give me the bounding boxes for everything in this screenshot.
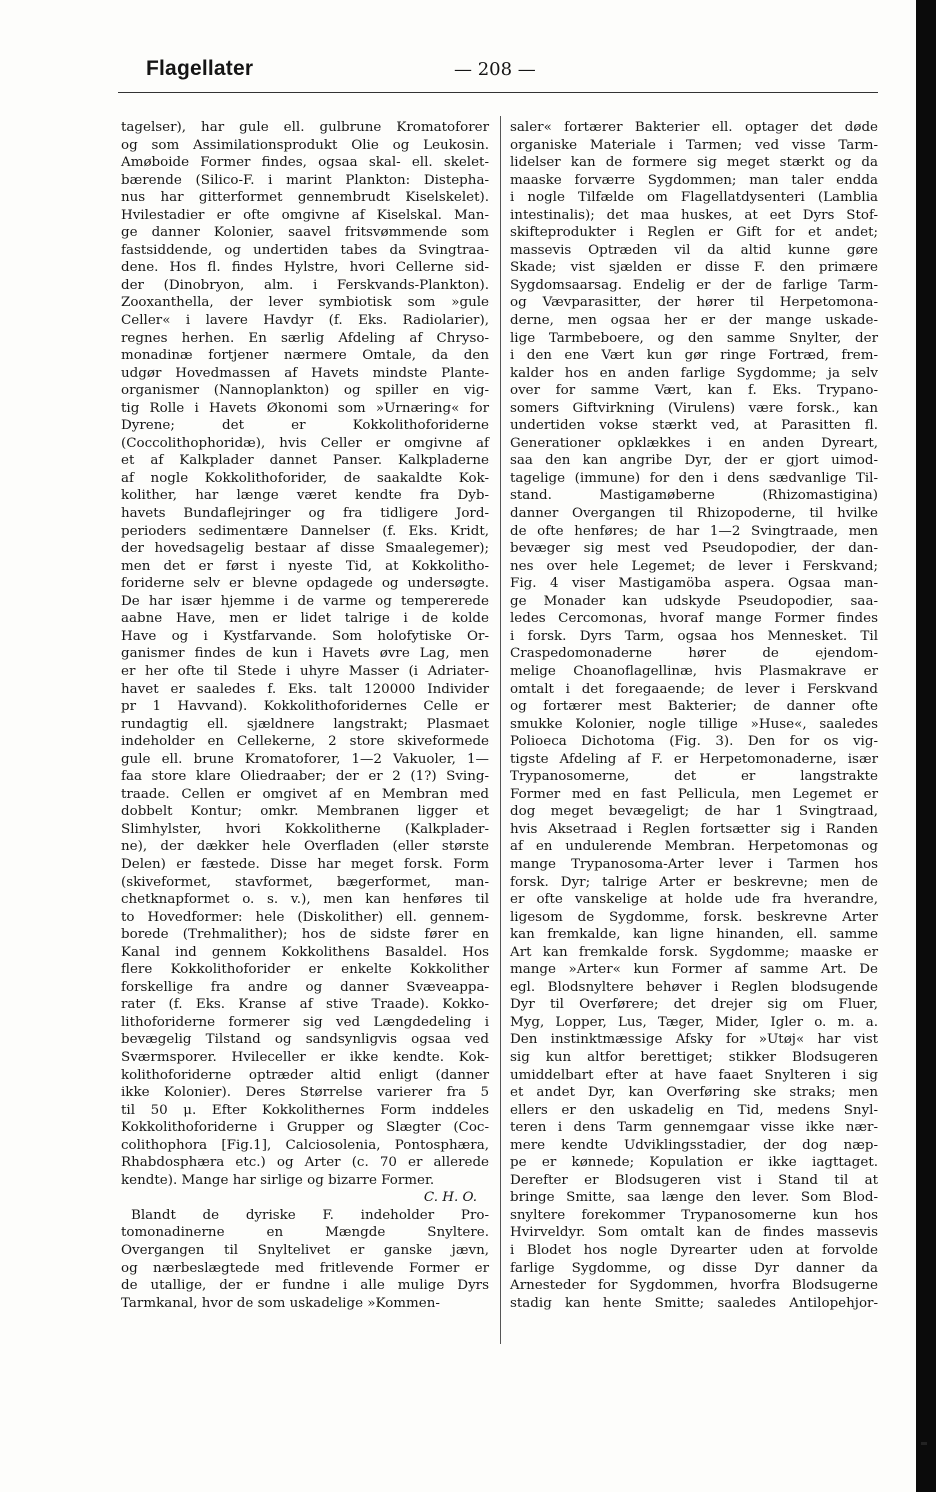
text-line: Kokkolithoforiderne i Grupper og Slægter (Coc- (121, 1120, 489, 1136)
text-line: Derefter er Blodsugeren vist i Stand til at (510, 1172, 878, 1188)
text-line: traade. Cellen er omgivet af en Membran med (121, 786, 489, 802)
text-line: og nærbeslægtede med fritlevende Former er (121, 1260, 489, 1276)
text-line: Sygdomsaarsag. Endelig er der de farlige Tarm- (510, 277, 878, 293)
text-line: Generationer opklækkes i en anden Dyreart, (510, 435, 878, 451)
text-line: af en undulerende Membran. Herpetomonas og (510, 839, 878, 855)
text-line: Delen) er fæstede. Disse har meget forsk. Form (121, 856, 489, 872)
text-line: somers Giftvirkning (Virulens) være forsk., kan (510, 400, 878, 416)
text-line: er her ofte til Stede i uhyre Masser (i Adriater- (121, 663, 489, 679)
text-line: ge danner Kolonier, saavel fritsvømmende som (121, 225, 489, 241)
text-line: kolithoforiderne optræder altid enligt (danner (121, 1067, 489, 1083)
text-line: pe er kønnede; Kopulation er ikke iagttaget. (510, 1155, 878, 1171)
text-line: mange Trypanosoma-Arter lever i Tarmen hos (510, 856, 878, 872)
text-line: melige Choanoflagellinæ, hvis Plasmakrave er (510, 663, 878, 679)
text-line: kendte). Mange har sirlige og bizarre Former. (121, 1172, 435, 1188)
text-line: i nogle Tilfælde om Flagellatdysenteri (Lamblia (510, 190, 878, 206)
text-line: og som Assimilationsprodukt Olie og Leukosin. (121, 137, 489, 153)
text-line: De har især hjemme i de varme og tempererede (121, 593, 489, 609)
text-line: saa den kan angribe Dyr, der er gjort uimod- (510, 453, 878, 469)
text-line: Former med en fast Pellicula, men Legemet er (510, 786, 878, 802)
text-line: rater (f. Eks. Kranse af stive Traade). Kokko- (121, 997, 489, 1013)
text-line: ge Monader kan udskyde Pseudopodier, saa- (510, 593, 878, 609)
text-line: udgør Hovedmassen af Havets mindste Plante- (121, 365, 489, 381)
text-line: Overgangen til Snyltelivet er ganske jævn, (121, 1243, 489, 1258)
text-line: organiske Materiale i Tarmen; ved visse Tarm- (510, 137, 878, 153)
text-line: stand. Mastigamøberne (Rhizomastigina) (510, 488, 878, 504)
text-line: lithoforiderne formerer sig ved Længdedeling i (121, 1014, 489, 1030)
text-line: Sværmsporer. Hvileceller er ikke kendte. Kok- (121, 1049, 489, 1065)
text-line: sig kun altfor berettiget; stikker Blodsugeren (510, 1049, 878, 1065)
text-line: nus har gitterformet gennembrudt Kiselskelet). (121, 190, 489, 206)
text-line: Dyr til Overførere; det drejer sig om Fluer, (510, 997, 878, 1013)
text-line: (Coccolithophoridæ), hvis Celler er omgivne af (121, 435, 489, 451)
text-line: Skade; vist sjælden er disse F. den primære (510, 260, 878, 276)
text-line: havet er saaledes f. Eks. talt 120000 Individer (121, 681, 489, 697)
text-line: ellers er den uskadelig en Tid, medens Snyl- (510, 1102, 878, 1118)
text-line: et andet Dyr, kan Overføring ske straks; men (510, 1085, 878, 1101)
text-line: Hvirveldyr. Som omtalt kan de findes massevis (510, 1225, 878, 1241)
text-line: er ofte vanskelige at holde ude fra hverandre, (510, 892, 878, 908)
text-line: Celler« i lavere Havdyr (f. Eks. Radiolarier), (121, 313, 489, 329)
text-line: umiddelbart efter at have faaet Snylteren i sig (510, 1067, 878, 1083)
text-line: Slimhylster, hvori Kokkolitherne (Kalkplader- (121, 821, 489, 837)
text-line: gule ell. brune Kromatoforer, 1—2 Vakuoler, 1— (121, 751, 489, 767)
text-line: Trypanosomerne, det er langstrakte (510, 769, 878, 785)
text-line: Kanal ind gennem Kokkolithens Basaldel. Hos (121, 944, 489, 960)
text-line: aabne Have, men er lidet talrige i de kolde (121, 611, 489, 627)
text-line: perioders sedimentære Dannelser (f. Eks. Kridt, (121, 523, 489, 539)
text-line: og fortærer mest Bakterier; de danner ofte (510, 699, 878, 715)
header-rule (118, 92, 878, 93)
text-line: tagelser), har gule ell. gulbrune Kromatoforer (121, 120, 489, 135)
right-text-column (510, 119, 878, 1312)
text-line: Craspedomonaderne hører de ejendom- (510, 646, 878, 662)
text-line: der (Dinobryon, alm. i Ferskvands-Plankton). (121, 277, 489, 293)
text-line: snyltere forekommer Trypanosomerne kun hos (510, 1207, 878, 1223)
text-line: forskellige fra andre og danner Svæveappa- (121, 979, 489, 995)
text-line: et af Kalkplader dannet Panser. Kalkpladerne (121, 453, 489, 469)
text-line: kan fremkalde, kan ligne hinanden, ell. samme (510, 927, 878, 943)
text-line: egl. Blodsnyltere behøver i Reglen blodsugende (510, 979, 878, 995)
text-line: i forsk. Dyrs Tarm, ogsaa hos Mennesket. Til (510, 628, 878, 644)
text-line: kolither, har længe været kendte fra Dyb- (121, 488, 489, 504)
margin-mark (921, 1442, 927, 1445)
page-number: — 208 — (454, 59, 536, 80)
text-line: ne), der dækker hele Overfladen (eller største (121, 839, 489, 855)
scan-edge-border (916, 0, 936, 1492)
text-line: til 50 μ. Efter Kokkolithernes Form inddeles (121, 1102, 489, 1118)
text-line: havets Bundaflejringer og fra tidligere Jord- (121, 506, 489, 522)
text-line: intestinalis); det maa huskes, at eet Dyrs Stof- (510, 207, 878, 223)
text-line: (skiveformet, stavformet, bægerformet, man- (121, 874, 489, 890)
text-line: tig Rolle i Havets Økonomi som »Urnæring« for (121, 400, 489, 416)
text-line: smukke Kolonier, nogle tillige »Huse«, saaledes (510, 716, 878, 732)
text-line: i den ene Vært kun gør ringe Fortræd, frem- (510, 348, 878, 364)
text-line: mere kendte Udviklingsstadier, der dog næp- (510, 1137, 878, 1153)
text-line: de ofte henføres; de har 1—2 Svingtraade, men (510, 523, 878, 539)
text-line: faa store klare Oliedraaber; der er 2 (1?) Sving- (121, 769, 489, 785)
page-header (146, 57, 878, 87)
text-line: kalder hos en anden farlige Sygdomme; ja selv (510, 365, 878, 381)
text-line: monadinæ fortjener nærmere Omtale, da den (121, 348, 489, 364)
text-line: Hvilestadier er ofte omgivne af Kiselskal. Man- (121, 207, 489, 223)
text-line: Polioeca Dichotoma (Fig. 3). Den for os vig- (510, 734, 878, 750)
text-line: dog meget bevægeligt; de har 1 Svingtraad, (510, 804, 878, 820)
text-line: Zooxanthella, der lever symbiotisk som »gule (121, 295, 489, 311)
text-line: skifteprodukter i Reglen er Gift for et andet; (510, 225, 878, 241)
text-line: bærende (Silico-F. i marint Plankton: Distepha- (121, 172, 489, 188)
text-line: colithophora [Fig.1], Calciosolenia, Pontosphæra, (121, 1137, 489, 1153)
text-line: to Hovedformer: hele (Diskolither) ell. gennem- (121, 909, 489, 925)
text-line: ledes Cercomonas, hvoraf mange Former findes (510, 611, 878, 627)
text-line: bevæger sig mest ved Pseudopodier, der dan- (510, 541, 878, 557)
text-line: over for samme Vært, kan f. Eks. Trypano- (510, 383, 878, 399)
text-line: derne, men ogsaa her er der mange uskade- (510, 313, 878, 329)
text-line: indeholder en Cellekerne, 2 store skiveformede (121, 734, 489, 750)
text-line: undertiden vokse stærkt ved, at Parasitten fl. (510, 418, 878, 434)
text-line: massevis Optræden vil da altid kunne gøre (510, 242, 878, 258)
text-line: tomonadinerne en Mængde Snyltere. (121, 1225, 489, 1241)
text-line: dobbelt Kontur; omkr. Membranen ligger et (121, 804, 489, 820)
text-line: de utallige, der er fundne i alle mulige Dyrs (121, 1278, 489, 1294)
text-line: stadig kan hente Smitte; saaledes Antilopehjor- (510, 1295, 878, 1311)
text-line: rundagtig ell. sjældnere langstrakt; Plasmaet (121, 716, 489, 732)
text-line: organismer (Nannoplankton) og spiller en vig- (121, 383, 489, 399)
text-line: af nogle Kokkolithoforider, de saakaldte Kok- (121, 470, 489, 486)
text-line: Arnesteder for Sygdommen, hvorfra Blodsugerne (510, 1278, 878, 1294)
text-line: mange »Arter« kun Former af samme Art. De (510, 962, 878, 978)
text-line: Myg, Lopper, Lus, Tæger, Mider, Igler o. m. a. (510, 1014, 878, 1030)
text-line: Den instinktmæssige Afsky for »Utøj« har vist (510, 1032, 878, 1048)
text-line: Amøboide Former findes, ogsaa skal- ell. skelet- (121, 155, 489, 171)
text-line: bringe Smitte, saa længe den lever. Som Blod- (510, 1190, 878, 1206)
text-line: flere Kokkolithoforider er enkelte Kokkolither (121, 962, 489, 978)
text-line: bevægelig Tilstand og sandsynligvis ogsaa ved (121, 1032, 489, 1048)
text-line: borede (Trehmalither); hos de sidste fører en (121, 927, 489, 943)
text-line: fastsiddende, og undertiden tabes da Svingtraa- (121, 242, 489, 258)
text-line: ikke Kolonier). Deres Størrelse varierer fra 5 (121, 1085, 489, 1101)
text-line: og Vævparasitter, der hører til Herpetomona- (510, 295, 878, 311)
text-line: lidelser kan de formere sig meget stærkt og da (510, 155, 878, 171)
text-line: Art kan fremkalde forsk. Sygdomme; maaske er (510, 944, 878, 960)
text-line: regnes herhen. En særlig Afdeling af Chryso- (121, 330, 489, 346)
text-line: maaske forværre Sygdommen; man taler endda (510, 172, 878, 188)
text-line: lige Tarmbeboere, og den samme Snylter, der (510, 330, 878, 346)
text-line: teren i dens Tarm gennemgaar visse ikke nær- (510, 1120, 878, 1136)
text-line: chetknapformet o. s. v.), men kan henføres til (121, 892, 489, 908)
text-line: dene. Hos fl. findes Hylstre, hvori Cellerne sid- (121, 260, 489, 276)
text-line: i Blodet hos nogle Dyrearter uden at forvolde (510, 1243, 878, 1258)
text-line: C. H. O. (423, 1190, 477, 1206)
text-line: nes over hele Legemet; de lever i Ferskvand; (510, 558, 878, 574)
text-line: ligesom de Sygdomme, forsk. beskrevne Arter (510, 909, 878, 925)
text-line: Have og i Kystfarvande. Som holofytiske Or- (121, 628, 489, 644)
text-line: pr 1 Havvand). Kokkolithoforidernes Celle er (121, 699, 489, 715)
text-line: foriderne selv er blevne opdagede og undersøgte. (121, 576, 489, 592)
text-line: omtalt i det foregaaende; de lever i Ferskvand (510, 681, 878, 697)
running-title: Flagellater (146, 57, 254, 80)
text-line: Fig. 4 viser Mastigamöba aspera. Ogsaa man- (510, 576, 878, 592)
text-line: men det er først i nyeste Tid, at Kokkolitho- (121, 558, 489, 574)
text-line: tigste Afdeling af F. er Herpetomonaderne, især (510, 751, 878, 767)
text-line: ganismer findes de kun i Havets øvre Lag, men (121, 646, 489, 662)
text-line: der hovedsagelig bestaar af disse Smaalegemer); (121, 541, 489, 557)
text-line: danner Overgangen til Rhizopoderne, til hvilke (510, 506, 878, 522)
column-divider (500, 116, 501, 1344)
text-line: tagelige (immune) for den i dens sædvanlige Til- (510, 470, 878, 486)
text-line: Rhabdosphæra etc.) og Arter (c. 70 er allerede (121, 1155, 489, 1171)
left-text-column (121, 119, 489, 1312)
text-line: forsk. Dyr; talrige Arter er beskrevne; men de (510, 874, 878, 890)
text-line: hvis Aksetraad i Reglen fortsætter sig i Randen (510, 821, 878, 837)
text-line: saler« fortærer Bakterier ell. optager det døde (510, 120, 878, 135)
text-line: Blandt de dyriske F. indeholder Pro- (131, 1207, 489, 1223)
text-line: Tarmkanal, hvor de som uskadelige »Kommen- (121, 1295, 440, 1311)
text-line: farlige Sygdomme, og disse Dyr danner da (510, 1260, 878, 1276)
text-line: Dyrene; det er Kokkolithoforiderne (121, 418, 489, 434)
